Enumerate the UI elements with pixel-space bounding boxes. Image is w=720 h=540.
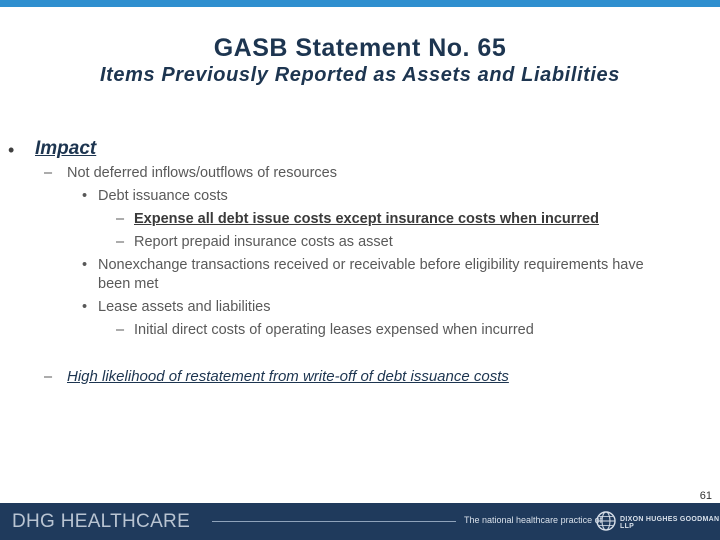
bullet-marker: • <box>82 299 88 315</box>
nonexchange-item-line2: been met <box>98 276 159 292</box>
initial-direct-item: Initial direct costs of operating leases expensed when incurred <box>134 322 534 338</box>
slide-title: GASB Statement No. 65 <box>213 34 507 62</box>
bullet-marker: • <box>82 257 88 273</box>
bullet-marker: • <box>82 188 88 204</box>
page-number: 61 <box>699 490 712 502</box>
debt-issuance-item: Debt issuance costs <box>98 188 228 204</box>
footer-bar <box>0 503 720 540</box>
expense-all-item: Expense all debt issue costs except insurance costs when incurred <box>134 211 599 227</box>
high-likelihood-item: High likelihood of restatement from write-off of debt issuance costs <box>67 368 509 385</box>
slide-subtitle: Items Previously Reported as Assets and Liabilities <box>99 64 621 86</box>
report-prepaid-item: Report prepaid insurance costs as asset <box>134 234 393 250</box>
footer-brand: DHG HEALTHCARE <box>12 511 191 532</box>
dash-marker: – <box>116 322 125 338</box>
dash-marker: – <box>116 234 125 250</box>
footer-firm-name: DIXON HUGHES GOODMAN LLP <box>620 516 720 530</box>
lease-item: Lease assets and liabilities <box>98 299 271 315</box>
footer-divider <box>212 521 456 522</box>
dash-marker: – <box>116 211 125 227</box>
bullet-marker: • <box>8 140 15 160</box>
nonexchange-item-line1: Nonexchange transactions received or receivable before eligibility requirements have <box>98 257 644 273</box>
not-deferred-item: Not deferred inflows/outflows of resources <box>67 165 337 181</box>
globe-logo-icon <box>596 511 616 531</box>
impact-heading: Impact <box>35 138 97 159</box>
dash-marker: – <box>44 369 53 385</box>
footer-tagline: The national healthcare practice of <box>464 515 603 525</box>
dash-marker: – <box>44 165 53 181</box>
